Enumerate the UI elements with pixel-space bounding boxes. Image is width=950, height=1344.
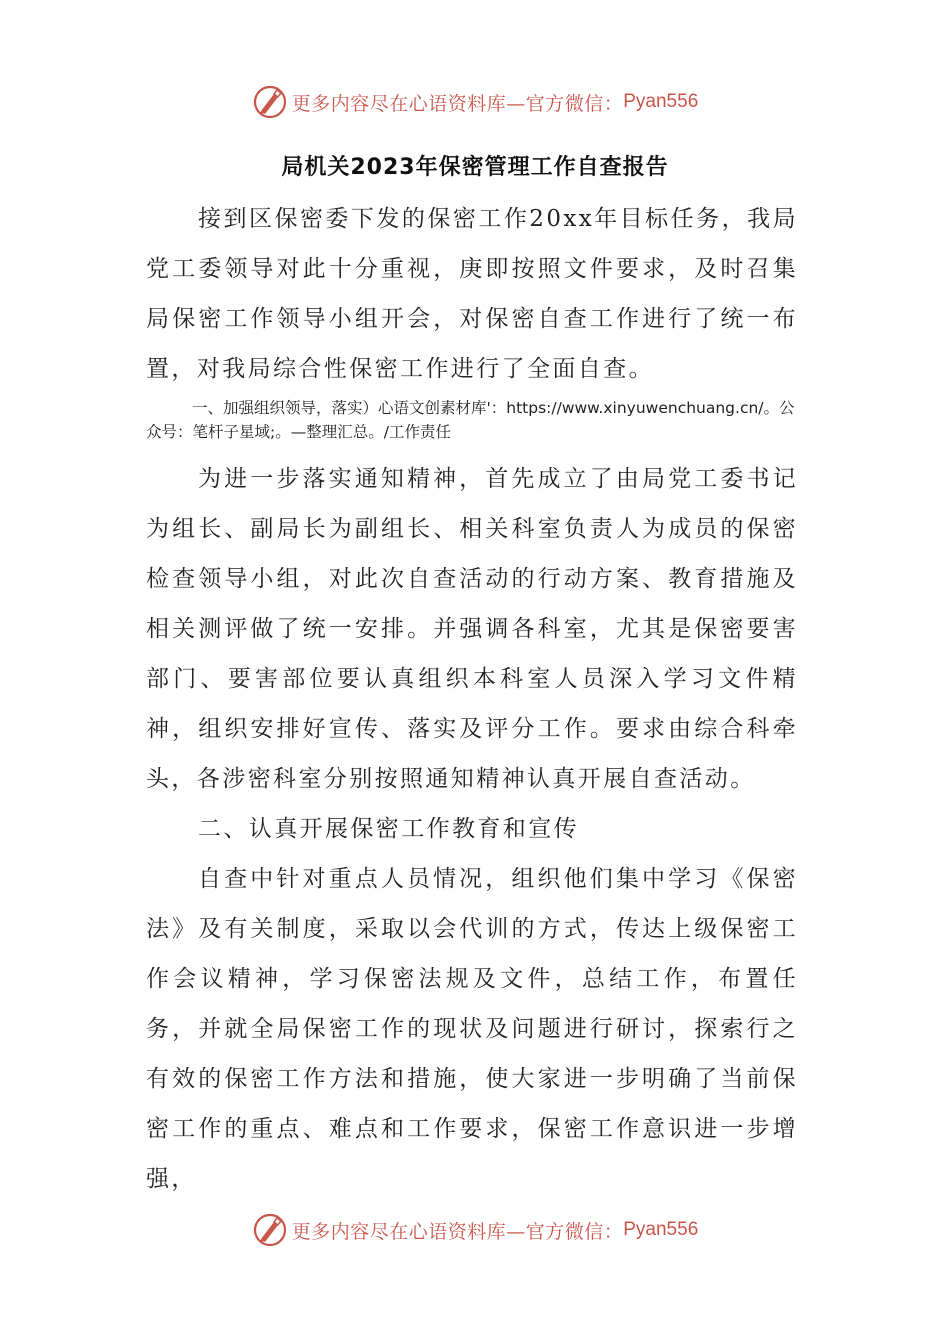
document-body	[146, 194, 798, 1204]
watermark-wechat-id: Pyan556	[623, 91, 699, 112]
footer-watermark	[0, 1208, 950, 1252]
watermark-text: 更多内容尽在心语资料库—官方微信：	[291, 1220, 624, 1243]
header-watermark	[0, 80, 950, 124]
watermark-wechat-id: Pyan556	[623, 1219, 699, 1240]
document-title: 局机关2023年保密管理工作自查报告	[281, 155, 669, 180]
intro-paragraph: 接到区保密委下发的保密工作20xx年目标任务，我局党工委领导对此十分重视，庚即按照文件要求，及时召集局保密工作领导小组开会，对保密自查工作进行了统一布置，对我局综合性保密工作进行了全面自查。	[146, 206, 798, 382]
section-two-paragraph: 自查中针对重点人员情况，组织他们集中学习《保密法》及有关制度，采取以会代训的方式，传达上级保密工作会议精神，学习保密法规及文件，总结工作，布置任务，并就全局保密工作的现状及问题进行研讨，探索行之有效的保密工作方法和措施，使大家进一步明确了当前保密工作的重点、难点和工作要求，保密工作意识进一步增强，	[146, 866, 798, 1192]
section-one-paragraph: 为进一步落实通知精神，首先成立了由局党工委书记为组长、副局长为副组长、相关科室负责人为成员的保密检查领导小组，对此次自查活动的行动方案、教育措施及相关测评做了统一安排。并强调各科室，尤其是保密要害部门、要害部位要认真组织本科室人员深入学习文件精神，组织安排好宣传、落实及评分工作。要求由综合科牵头，各涉密科室分别按照通知精神认真开展自查活动。	[146, 466, 798, 792]
section-two-heading: 二、认真开展保密工作教育和宣传	[198, 816, 579, 842]
pen-logo-icon	[252, 84, 288, 120]
pen-logo-icon	[252, 1212, 288, 1248]
section-one-heading-note: 一、加强组织领导，落实）心语文创素材库'：https://www.xinyuwenchuang.cn/。公众号：笔杆子星域;。—整理汇总。/工作责任	[146, 399, 795, 441]
watermark-text: 更多内容尽在心语资料库—官方微信：	[291, 92, 624, 115]
